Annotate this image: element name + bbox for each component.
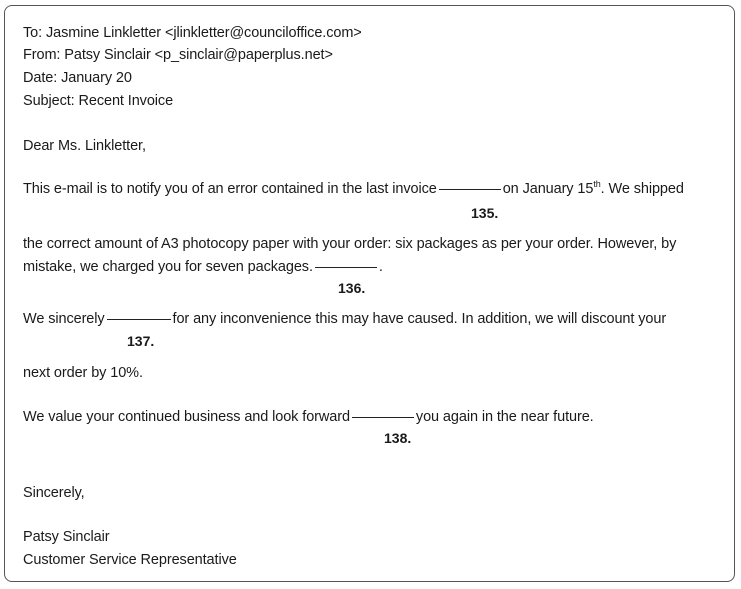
to-line: To: Jasmine Linkletter <jlinkletter@counciloffice.com> xyxy=(23,25,362,41)
blank-138[interactable] xyxy=(352,416,414,418)
paragraph-2-line-2 xyxy=(23,258,383,276)
paragraph-3-line-1 xyxy=(23,310,666,328)
subject-line: Subject: Recent Invoice xyxy=(23,93,174,109)
p1-text-b: on January 15 xyxy=(502,181,594,197)
blank-136[interactable] xyxy=(315,266,377,268)
p2-text-a: mistake, we charged you for seven packages. xyxy=(23,259,313,275)
closing: Sincerely, xyxy=(23,485,85,501)
blank-135[interactable] xyxy=(439,188,501,190)
paragraph-3-line-2: next order by 10%. xyxy=(23,365,143,381)
p2-text-b: . xyxy=(378,259,383,275)
question-number-138: 138. xyxy=(384,430,412,446)
from-line: From: Patsy Sinclair <p_sinclair@paperplus.net> xyxy=(23,47,333,63)
blank-137[interactable] xyxy=(107,318,171,320)
question-number-135: 135. xyxy=(471,205,499,221)
paragraph-4-line-1 xyxy=(23,408,594,426)
p1-text-c: . We shipped xyxy=(600,181,684,197)
p3-text-a: We sincerely xyxy=(23,311,105,327)
paragraph-1-line-1 xyxy=(23,180,684,198)
p3-text-b: for any inconvenience this may have caused. In addition, we will discount your xyxy=(172,311,667,327)
paragraph-2-line-1: the correct amount of A3 photocopy paper with your order: six packages as per your order. However, by xyxy=(23,236,677,252)
date-line: Date: January 20 xyxy=(23,70,132,86)
p4-text-a: We value your continued business and look forward xyxy=(23,409,350,425)
p4-text-b: you again in the near future. xyxy=(415,409,594,425)
greeting: Dear Ms. Linkletter, xyxy=(23,138,146,154)
signature-title: Customer Service Representative xyxy=(23,552,237,568)
question-number-137: 137. xyxy=(127,333,155,349)
p1-text-a: This e-mail is to notify you of an error contained in the last invoice xyxy=(23,181,437,197)
p1-superscript: th xyxy=(593,179,601,190)
question-number-136: 136. xyxy=(338,280,366,296)
signature-name: Patsy Sinclair xyxy=(23,529,110,545)
